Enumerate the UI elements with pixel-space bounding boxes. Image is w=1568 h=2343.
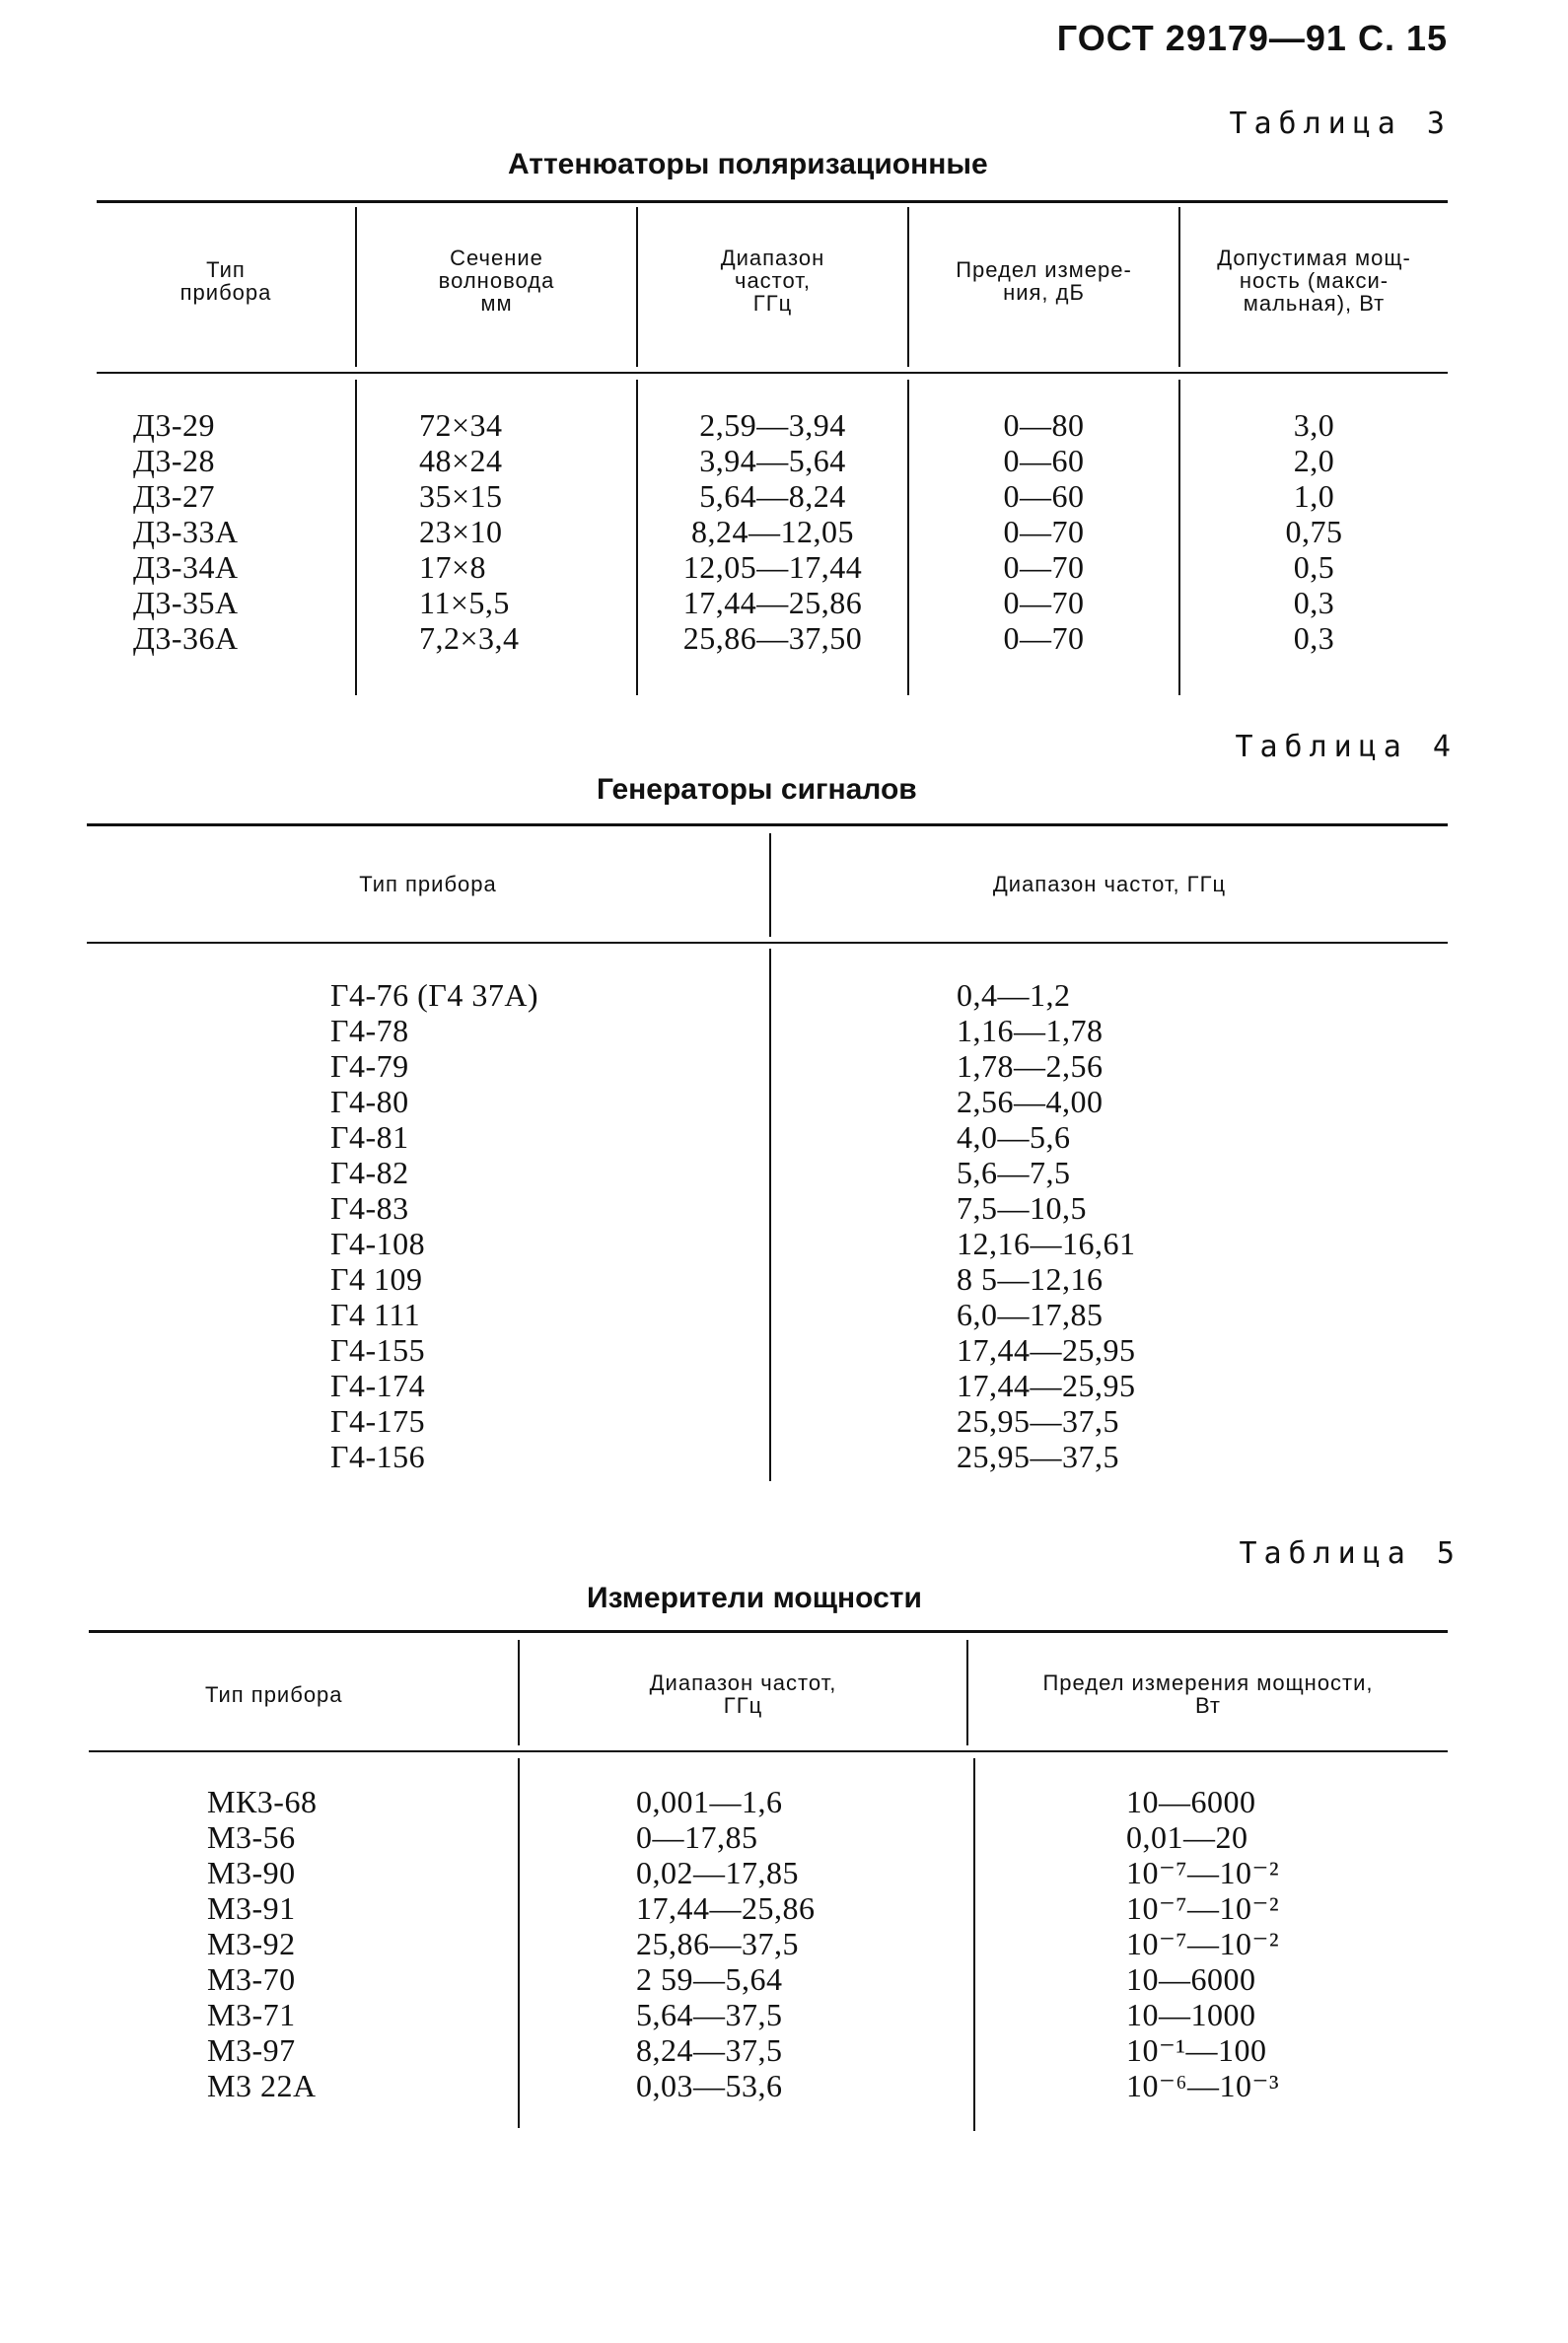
table4-cell-frequency: 6,0—17,85 [957, 1297, 1104, 1332]
table4-header-rule [87, 942, 1448, 944]
table3-cell-section: 72×34 [419, 407, 503, 443]
table4-cell-frequency: 5,6—7,5 [957, 1155, 1071, 1190]
table3-header-frequency: Диапазон частот, ГГц [720, 246, 825, 316]
table5-cell-type: М3-70 [207, 1961, 296, 1997]
table5-cell-power: 10⁻⁶—10⁻³ [1126, 2068, 1280, 2103]
table5-title: Измерители мощности [587, 1582, 922, 1614]
table4-cell-type: Г4-175 [330, 1403, 426, 1439]
table4-cell-type: Г4-76 (Г4 37А) [330, 977, 539, 1013]
table4-cell-type: Г4-82 [330, 1155, 409, 1190]
table5-cell-type: М3-91 [207, 1890, 296, 1926]
table5-cell-frequency: 2 59—5,64 [636, 1961, 783, 1997]
table4-cell-frequency: 4,0—5,6 [957, 1119, 1071, 1155]
table3-cell-limit: 0—70 [1003, 620, 1085, 656]
table4-cell-type: Г4-80 [330, 1084, 409, 1119]
table3-label: Таблица 3 [1229, 106, 1452, 141]
table5-cell-frequency: 0,001—1,6 [636, 1784, 783, 1819]
table4-cell-type: Г4-79 [330, 1048, 409, 1084]
table3-cell-limit: 0—70 [1003, 585, 1085, 620]
table4-top-rule [87, 823, 1448, 826]
table3-cell-limit: 0—70 [1003, 514, 1085, 549]
table4-cell-frequency: 17,44—25,95 [957, 1368, 1136, 1403]
table3-cell-type: Д3-35А [133, 585, 239, 620]
table3-cell-type: Д3-27 [133, 478, 215, 514]
table5-cell-type: М3-56 [207, 1819, 296, 1855]
table3-cell-power: 1,0 [1293, 478, 1335, 514]
table4-cell-type: Г4-108 [330, 1226, 426, 1261]
table5-cell-power: 10—1000 [1126, 1997, 1256, 2032]
table4-cell-frequency: 8 5—12,16 [957, 1261, 1104, 1297]
table5-cell-type: М3-90 [207, 1855, 296, 1890]
table4-cell-frequency: 0,4—1,2 [957, 977, 1071, 1013]
table3-cell-power: 0,3 [1293, 585, 1335, 620]
table5-cell-power: 10—6000 [1126, 1961, 1256, 1997]
table5-header-frequency: Диапазон частот, ГГц [649, 1670, 837, 1718]
table3-cell-type: Д3-29 [133, 407, 215, 443]
table3-cell-power: 2,0 [1293, 443, 1335, 478]
table3-cell-power: 0,3 [1293, 620, 1335, 656]
table3-cell-section: 7,2×3,4 [419, 620, 520, 656]
table4-cell-type: Г4-81 [330, 1119, 409, 1155]
table5-cell-frequency: 8,24—37,5 [636, 2032, 783, 2068]
table4-cell-type: Г4-78 [330, 1013, 409, 1048]
table3-cell-type: Д3-36А [133, 620, 239, 656]
table3-divider [355, 380, 357, 695]
table4-cell-frequency: 17,44—25,95 [957, 1332, 1136, 1368]
table5-cell-type: МК3-68 [207, 1784, 318, 1819]
table5-header-type: Тип прибора [205, 1682, 343, 1707]
table5-label: Таблица 5 [1239, 1536, 1461, 1571]
table4-cell-type: Г4 111 [330, 1297, 421, 1332]
table5-cell-frequency: 17,44—25,86 [636, 1890, 816, 1926]
table3-header-power: Допустимая мощ- ность (макси- мальная), Вт [1217, 246, 1411, 316]
table5-cell-frequency: 0,02—17,85 [636, 1855, 799, 1890]
table4-cell-type: Г4-156 [330, 1439, 426, 1474]
table3-header-section: Сечение волновода мм [438, 246, 555, 316]
table3-cell-limit: 0—70 [1003, 549, 1085, 585]
table5-header-rule [89, 1750, 1448, 1752]
table5-cell-power: 10⁻⁷—10⁻² [1126, 1890, 1280, 1926]
table5-cell-power: 10⁻¹—100 [1126, 2032, 1267, 2068]
table5-cell-power: 0,01—20 [1126, 1819, 1248, 1855]
table3-cell-limit: 0—60 [1003, 443, 1085, 478]
table3-cell-section: 11×5,5 [419, 585, 510, 620]
table3-header-type: Тип прибора [179, 257, 272, 305]
table4-cell-frequency: 25,95—37,5 [957, 1439, 1119, 1474]
table3-cell-frequency: 2,59—3,94 [699, 407, 846, 443]
page-header: ГОСТ 29179—91 С. 15 [1056, 18, 1448, 58]
table4-cell-frequency: 2,56—4,00 [957, 1084, 1104, 1119]
table4-cell-frequency: 7,5—10,5 [957, 1190, 1087, 1226]
table5-cell-frequency: 0,03—53,6 [636, 2068, 783, 2103]
table4-cell-frequency: 12,16—16,61 [957, 1226, 1136, 1261]
table3-cell-frequency: 8,24—12,05 [691, 514, 854, 549]
table5-cell-power: 10⁻⁷—10⁻² [1126, 1926, 1280, 1961]
table5-cell-frequency: 0—17,85 [636, 1819, 758, 1855]
table3-cell-frequency: 3,94—5,64 [699, 443, 846, 478]
table4-header-type: Тип прибора [359, 872, 497, 896]
table4-header-frequency: Диапазон частот, ГГц [992, 872, 1227, 896]
table4-cell-type: Г4-83 [330, 1190, 409, 1226]
table3-cell-frequency: 25,86—37,50 [682, 620, 863, 656]
table3-cell-frequency: 5,64—8,24 [699, 478, 846, 514]
table3-cell-limit: 0—60 [1003, 478, 1085, 514]
table4-cell-frequency: 25,95—37,5 [957, 1403, 1119, 1439]
table5-divider [973, 1758, 975, 2131]
table4-title: Генераторы сигналов [597, 773, 917, 806]
table3-cell-type: Д3-28 [133, 443, 215, 478]
table3-cell-section: 17×8 [419, 549, 487, 585]
table3-top-rule [97, 200, 1448, 203]
table3-cell-frequency: 12,05—17,44 [682, 549, 863, 585]
table5-top-rule [89, 1630, 1448, 1633]
table3-cell-section: 48×24 [419, 443, 503, 478]
table3-header-limit: Предел измере- ния, дБ [956, 257, 1132, 305]
table5-divider [518, 1758, 520, 2128]
table5-cell-power: 10⁻⁷—10⁻² [1126, 1855, 1280, 1890]
table3-cell-type: Д3-33А [133, 514, 239, 549]
table3-cell-section: 35×15 [419, 478, 503, 514]
table5-cell-type: М3 22А [207, 2068, 317, 2103]
table4-label: Таблица 4 [1235, 730, 1458, 764]
table5-cell-frequency: 5,64—37,5 [636, 1997, 783, 2032]
table5-cell-power: 10—6000 [1126, 1784, 1256, 1819]
table4-cell-type: Г4-155 [330, 1332, 426, 1368]
table4-cell-type: Г4-174 [330, 1368, 426, 1403]
table3-cell-frequency: 17,44—25,86 [682, 585, 863, 620]
table4-cell-frequency: 1,16—1,78 [957, 1013, 1104, 1048]
table5-header-power: Предел измерения мощности, Вт [1042, 1670, 1374, 1718]
table4-cell-type: Г4 109 [330, 1261, 423, 1297]
table3-cell-limit: 0—80 [1003, 407, 1085, 443]
table5-cell-type: М3-97 [207, 2032, 296, 2068]
table4-divider [769, 949, 771, 1481]
table3-header-rule [97, 372, 1448, 374]
table3-cell-type: Д3-34А [133, 549, 239, 585]
table3-title: Аттенюаторы поляризационные [508, 148, 988, 180]
table5-cell-frequency: 25,86—37,5 [636, 1926, 799, 1961]
table3-cell-power: 0,75 [1285, 514, 1343, 549]
table3-cell-power: 0,5 [1293, 549, 1335, 585]
table5-cell-type: М3-92 [207, 1926, 296, 1961]
table5-cell-type: М3-71 [207, 1997, 296, 2032]
table3-cell-section: 23×10 [419, 514, 503, 549]
table3-cell-power: 3,0 [1293, 407, 1335, 443]
table4-cell-frequency: 1,78—2,56 [957, 1048, 1104, 1084]
